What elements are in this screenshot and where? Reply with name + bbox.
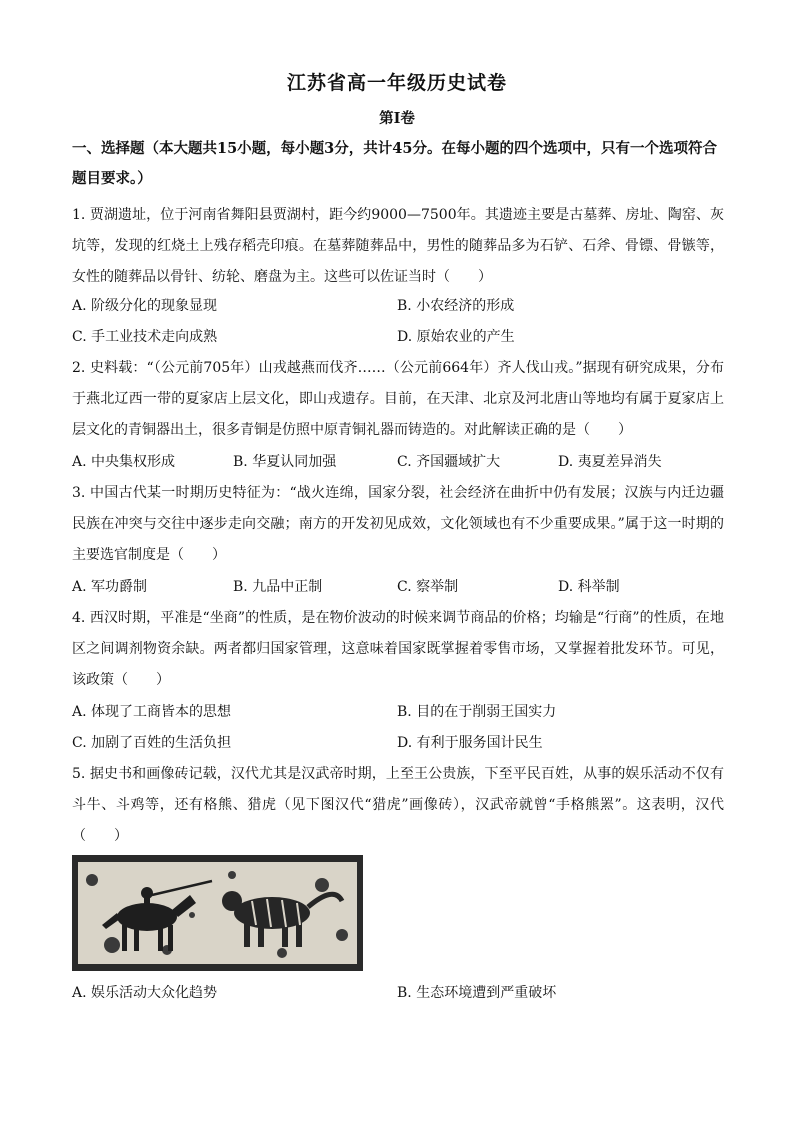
q1-option-d: D. 原始农业的产生 bbox=[397, 329, 515, 345]
q4-option-a: A. 体现了工商皆本的思想 bbox=[72, 704, 232, 720]
question-1-stem: 1. 贾湖遗址，位于河南省舞阳县贾湖村，距今约9000—7500年。其遗迹主要是古墓葬、房址、陶窑、灰坑等，发现的红烧土上残存稻壳印痕。在墓葬随葬品中，男性的随葬品多为石铲、石斧、骨镖、骨镞等，女性的随葬品以骨针、纺轮、磨盘为主。这些可以佐证当时（ ） bbox=[72, 207, 724, 285]
q2-option-a: A. 中央集权形成 bbox=[72, 454, 176, 470]
q5-option-a: A. 娱乐活动大众化趋势 bbox=[72, 985, 218, 1001]
han-tiger-hunt-brick-relief-image bbox=[72, 855, 363, 971]
volume-label: 第Ⅰ卷 bbox=[379, 110, 415, 127]
q2-option-c: C. 齐国疆域扩大 bbox=[397, 454, 501, 470]
q4-option-b: B. 目的在于削弱王国实力 bbox=[397, 704, 557, 720]
q3-option-a: A. 军功爵制 bbox=[72, 579, 148, 595]
section-heading: 一、选择题（本大题共15小题，每小题3分，共计45分。在每小题的四个选项中，只有一个选项符合题目要求。） bbox=[72, 140, 717, 187]
q3-option-b: B. 九品中正制 bbox=[233, 579, 323, 595]
question-4-stem: 4. 西汉时期，平准是“坐商”的性质，是在物价波动的时候来调节商品的价格；均输是“行商”的性质，在地区之间调剂物资余缺。两者都归国家管理，这意味着国家既掌握着零售市场，又掌握着批发环节。可见，该政策（ ） bbox=[72, 610, 724, 688]
q4-option-c: C. 加剧了百姓的生活负担 bbox=[72, 735, 232, 751]
q3-option-c: C. 察举制 bbox=[397, 579, 459, 595]
question-5-stem: 5. 据史书和画像砖记载，汉代尤其是汉武帝时期，上至王公贵族，下至平民百姓，从事的娱乐活动不仅有斗牛、斗鸡等，还有格熊、猎虎（见下图汉代“猎虎”画像砖），汉武帝就曾“手格熊罴”。这表明，汉代（ ） bbox=[72, 766, 724, 844]
q1-option-b: B. 小农经济的形成 bbox=[397, 298, 515, 314]
q1-option-c: C. 手工业技术走向成熟 bbox=[72, 329, 218, 345]
q2-option-d: D. 夷夏差异消失 bbox=[558, 454, 662, 470]
exam-title: 江苏省高一年级历史试卷 bbox=[286, 72, 507, 94]
question-2-stem: 2. 史料载：“（公元前705年）山戎越燕而伐齐……（公元前664年）齐人伐山戎。”据现有研究成果，分布于燕北辽西一带的夏家店上层文化，即山戎遗存。目前，在天津、北京及河北唐山等地均有属于夏家店上层文化的青铜器出土，很多青铜是仿照中原青铜礼器而铸造的。对此解读正确的是（ ） bbox=[72, 360, 724, 438]
q2-option-b: B. 华夏认同加强 bbox=[233, 454, 337, 470]
question-3-stem: 3. 中国古代某一时期历史特征为：“战火连绵，国家分裂，社会经济在曲折中仍有发展；汉族与内迁边疆民族在冲突与交往中逐步走向交融；南方的开发初见成效，文化领域也有不少重要成果。”属于这一时期的主要选官制度是（ ） bbox=[72, 485, 724, 563]
q4-option-d: D. 有利于服务国计民生 bbox=[397, 735, 543, 751]
q5-option-b: B. 生态环境遭到严重破坏 bbox=[397, 985, 557, 1001]
q1-option-a: A. 阶级分化的现象显现 bbox=[72, 298, 218, 314]
q3-option-d: D. 科举制 bbox=[558, 579, 620, 595]
